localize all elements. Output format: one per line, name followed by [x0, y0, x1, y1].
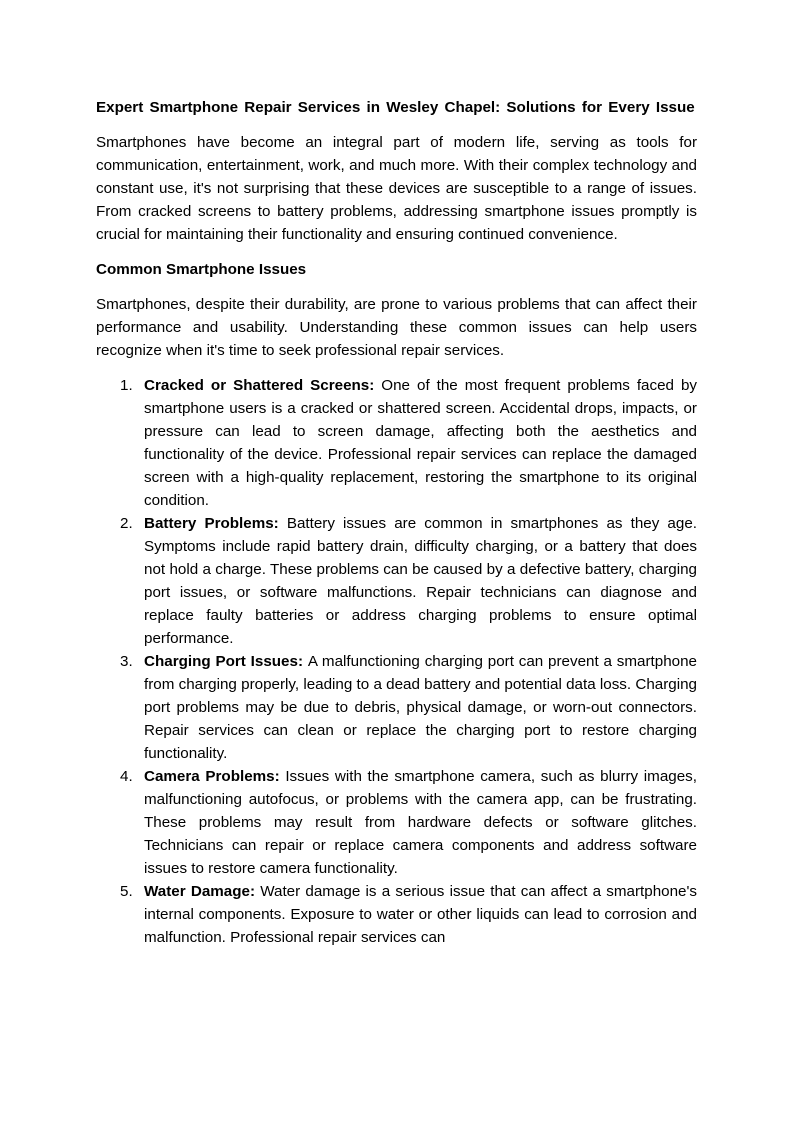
item-lead: Water Damage:: [144, 883, 261, 900]
list-number: 2.: [120, 515, 133, 532]
list-item: [96, 880, 697, 949]
document-page: [96, 96, 697, 949]
section-intro-paragraph: Smartphones, despite their durability, are prone to various problems that can affect their performance and usability. Understanding these common issues can help users recognize when it's time to seek professional repair services.: [96, 296, 697, 359]
item-text: Water damage is a serious issue that can affect a smartphone's internal components. Exposure to water or other liquids can lead to corrosion and malfunction. Professional repair services can: [144, 883, 697, 946]
list-number: 4.: [120, 768, 133, 785]
item-text: Battery issues are common in smartphones as they age. Symptoms include rapid battery drain, difficulty charging, or a battery that does not hold a charge. These problems can be caused by a defective battery, charging port issues, or software malfunctions. Repair technicians can diagnose and replace faulty batteries or address charging problems to ensure optimal performance.: [144, 515, 697, 647]
list-item: [96, 650, 697, 765]
document-title: Expert Smartphone Repair Services in Wesley Chapel: Solutions for Every Issue: [96, 99, 695, 116]
item-text: One of the most frequent problems faced by smartphone users is a cracked or shattered screen. Accidental drops, impacts, or pressure can lead to screen damage, affecting both the aesthetics and functionality of the device. Professional repair services can replace the damaged screen with a high-quality replacement, restoring the smartphone to its original condition.: [144, 377, 697, 509]
item-lead: Cracked or Shattered Screens:: [144, 377, 382, 394]
item-lead: Battery Problems:: [144, 515, 287, 532]
issues-list: [96, 374, 697, 949]
list-item: [96, 374, 697, 512]
list-number: 5.: [120, 883, 133, 900]
item-lead: Camera Problems:: [144, 768, 286, 785]
list-item: [96, 765, 697, 880]
item-lead: Charging Port Issues:: [144, 653, 308, 670]
intro-paragraph: Smartphones have become an integral part of modern life, serving as tools for communication, entertainment, work, and much more. With their complex technology and constant use, it's not surprising that these devices are susceptible to a range of issues. From cracked screens to battery problems, addressing smartphone issues promptly is crucial for maintaining their functionality and ensuring continued convenience.: [96, 134, 697, 243]
item-text: A malfunctioning charging port can prevent a smartphone from charging properly, leading to a dead battery and potential data loss. Charging port problems may be due to debris, physical damage, or worn-out connectors. Repair services can clean or replace the charging port to restore charging functionality.: [144, 653, 697, 762]
list-number: 3.: [120, 653, 133, 670]
section-heading: Common Smartphone Issues: [96, 261, 307, 278]
list-item: [96, 512, 697, 650]
item-text: Issues with the smartphone camera, such as blurry images, malfunctioning autofocus, or problems with the camera app, can be frustrating. These problems may result from hardware defects or software glitches. Technicians can repair or replace camera components and address software issues to restore camera functionality.: [144, 768, 697, 877]
list-number: 1.: [120, 377, 133, 394]
